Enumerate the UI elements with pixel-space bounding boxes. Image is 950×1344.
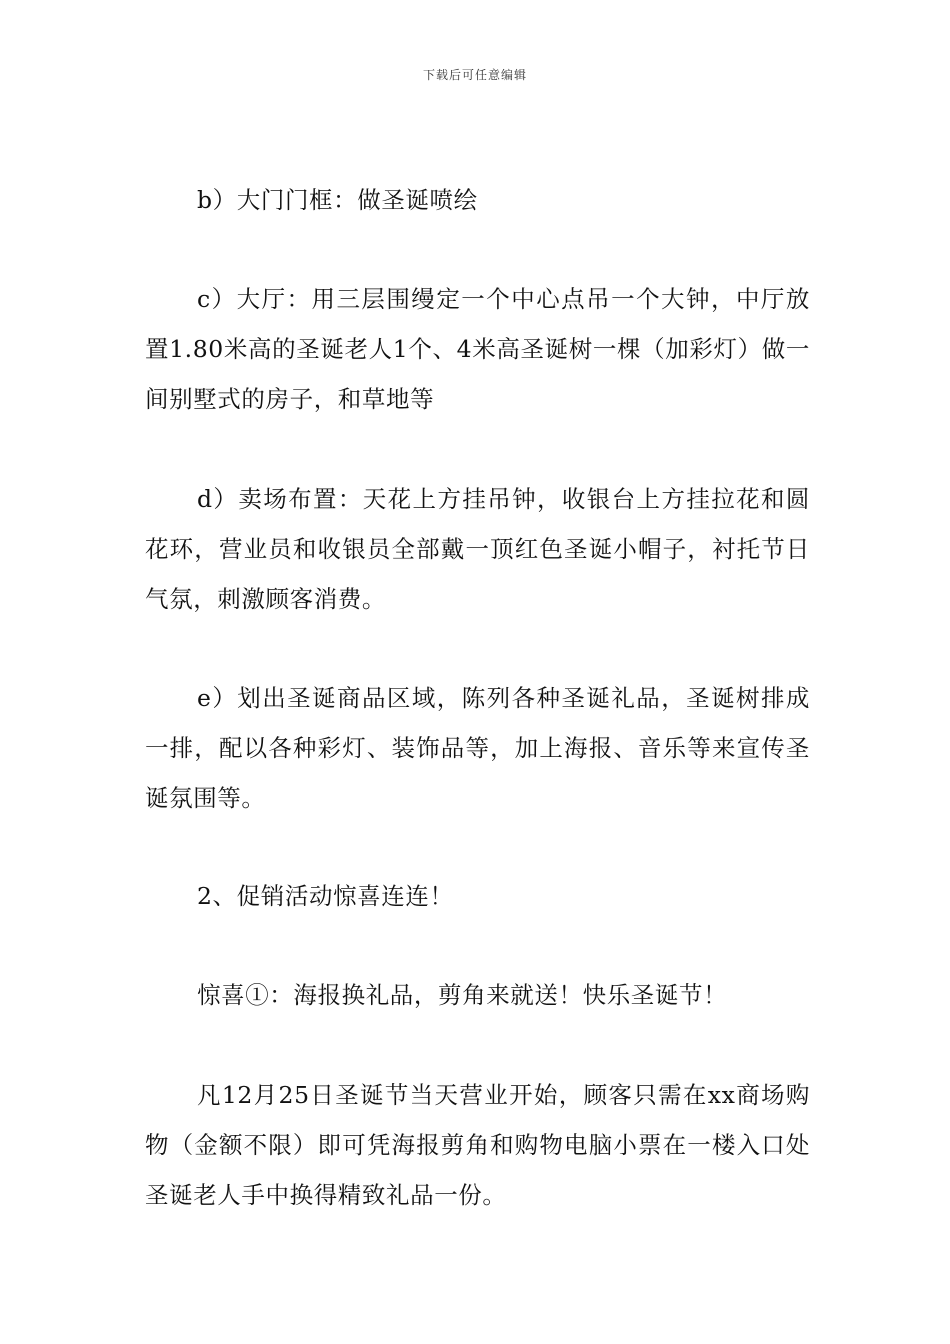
- paragraph-surprise-one: 惊喜①：海报换礼品，剪角来就送！快乐圣诞节！: [197, 981, 728, 1009]
- paragraph-gate-frame: b）大门门框：做圣诞喷绘: [197, 186, 478, 214]
- header-note: 下载后可任意编辑: [422, 68, 527, 82]
- section-heading-promotions: 2、促销活动惊喜连连！: [197, 882, 454, 910]
- paragraph-hall: c）大厅：用三层围缦定一个中心点吊一个大钟，中厅放置1.80米高的圣诞老人1个、4米高圣诞树一棵（加彩灯）做一间别墅式的房子，和草地等: [145, 285, 810, 413]
- paragraph-sales-floor: d）卖场布置：天花上方挂吊钟，收银台上方挂拉花和圆花环，营业员和收银员全部戴一顶红色圣诞小帽子，衬托节日气氛，刺激顾客消费。: [145, 485, 810, 613]
- paragraph-christmas-area: e）划出圣诞商品区域，陈列各种圣诞礼品，圣诞树排成一排，配以各种彩灯、装饰品等，加上海报、音乐等来宣传圣诞氛围等。: [145, 684, 810, 812]
- paragraph-gift-redemption: 凡12月25日圣诞节当天营业开始，顾客只需在xx商场购物（金额不限）即可凭海报剪角和购物电脑小票在一楼入口处圣诞老人手中换得精致礼品一份。: [145, 1081, 810, 1209]
